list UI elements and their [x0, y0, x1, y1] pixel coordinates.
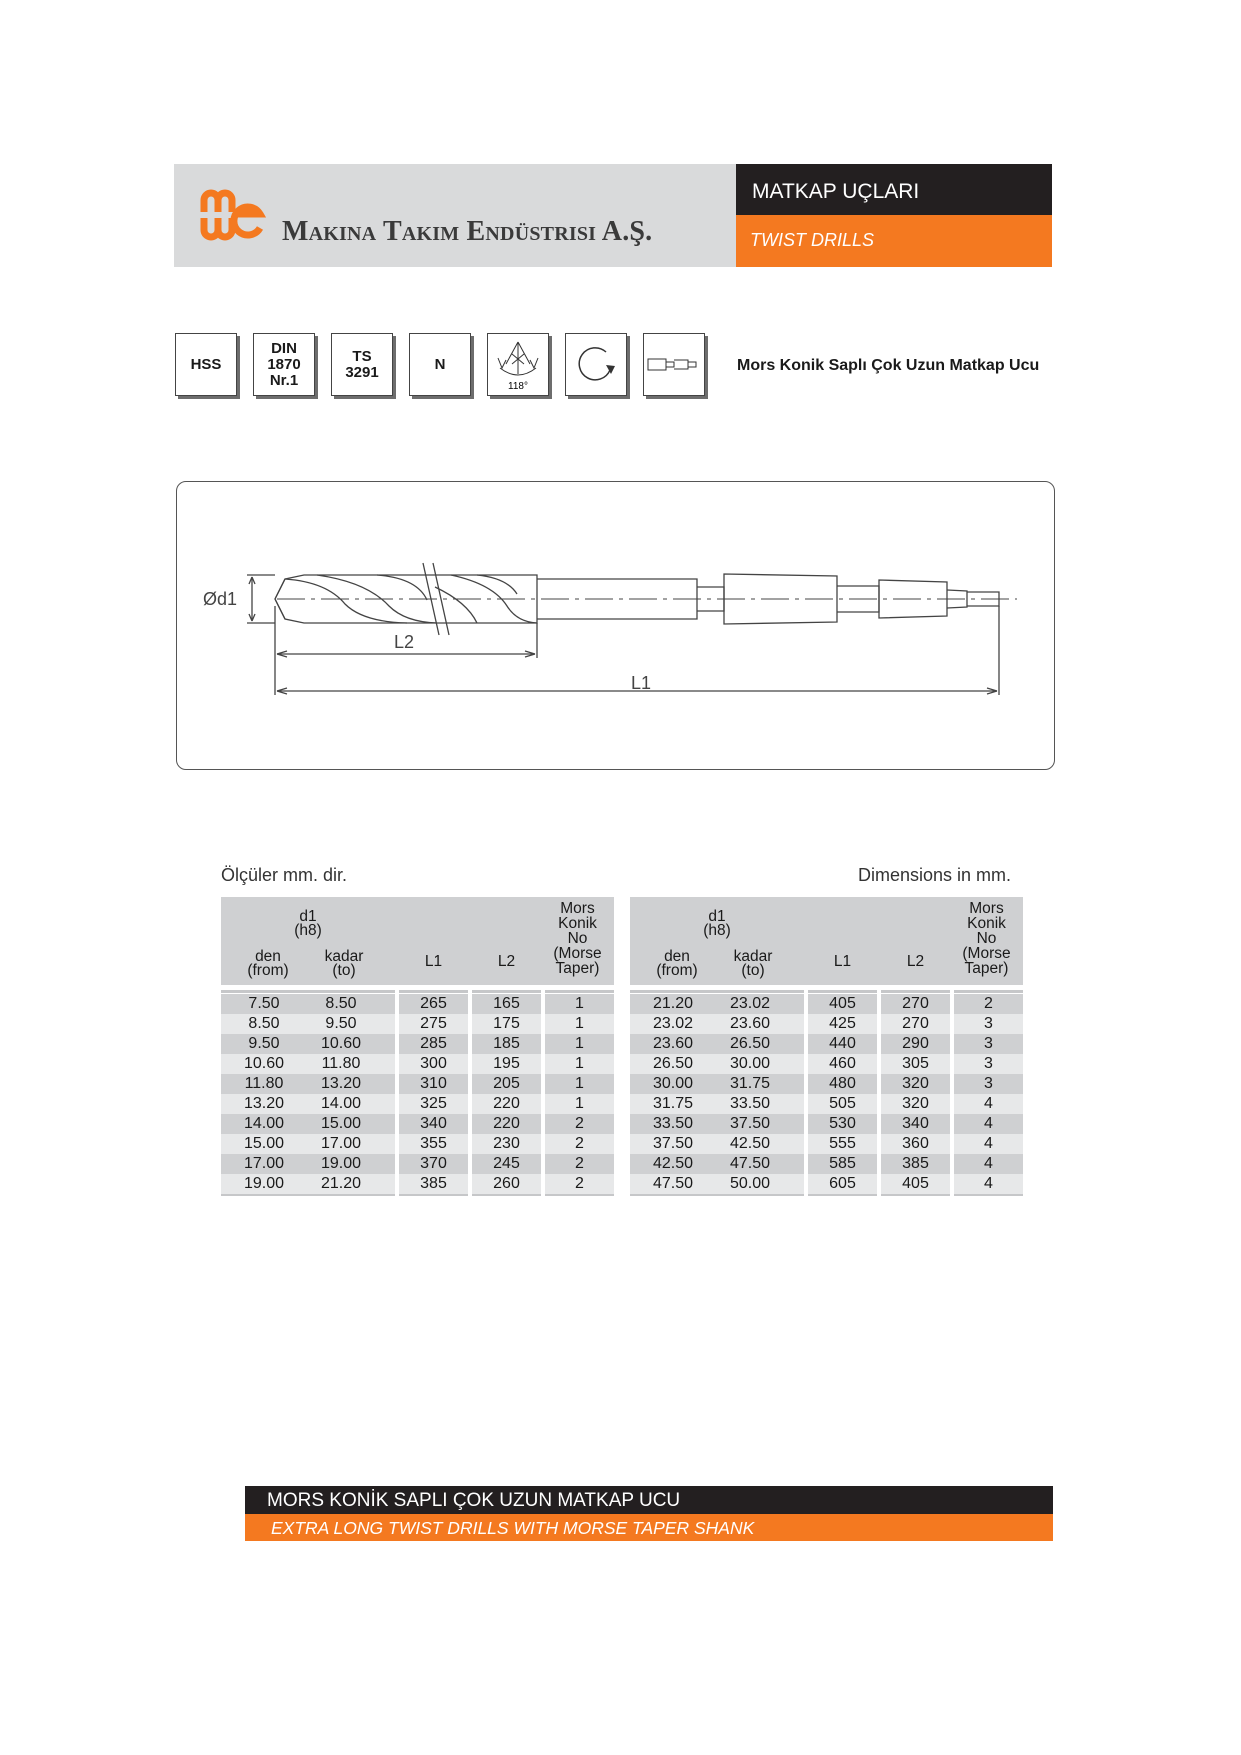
table-cell: 425 — [829, 1015, 856, 1032]
table-cell: 480 — [829, 1075, 856, 1092]
header-d1-label: d1 — [708, 908, 726, 925]
footer-tr-box — [245, 1486, 1053, 1514]
table-cell: 31.75 — [652, 1095, 694, 1112]
table-cell: 220 — [493, 1115, 520, 1132]
spec-ts-line: 3291 — [345, 363, 379, 381]
morse-taper-shank-icon — [644, 334, 704, 395]
spec-rotation — [565, 333, 627, 396]
table-cell: 2 — [575, 1135, 584, 1152]
table-cell: 310 — [420, 1075, 447, 1092]
table-cell: 555 — [829, 1135, 856, 1152]
footer-en-box — [245, 1514, 1053, 1541]
header-mors-line: Taper) — [964, 960, 1009, 977]
point-angle-text: 118° — [508, 381, 528, 392]
caption-en: Dimensions in mm. — [858, 865, 1012, 885]
table-cell: 2 — [575, 1175, 584, 1192]
spec-din-line: DIN — [271, 339, 297, 357]
table-cell: 340 — [902, 1115, 929, 1132]
table-cell: 4 — [984, 1095, 993, 1112]
table-top-rule — [545, 990, 614, 993]
spec-type-n — [409, 333, 471, 396]
table-cell: 460 — [829, 1055, 856, 1072]
company-logo-icon — [196, 178, 270, 252]
table-cell: 47.50 — [729, 1155, 771, 1172]
spec-type-label: N — [434, 355, 446, 373]
header-den-label: den — [664, 948, 690, 965]
table-cell: 15.00 — [320, 1115, 362, 1132]
spec-ts-line: TS — [352, 347, 372, 365]
table-cell: 260 — [493, 1175, 520, 1192]
header-mors-line: (Morse — [553, 945, 602, 962]
company-name: Makina Takım Endüstrisi A.Ş. — [282, 216, 653, 247]
table-cell: 505 — [829, 1095, 856, 1112]
table-cell: 26.50 — [729, 1035, 771, 1052]
table-cell: 3 — [984, 1015, 993, 1032]
table-cell: 605 — [829, 1175, 856, 1192]
table-cell: 19.00 — [320, 1155, 362, 1172]
table-cell: 31.75 — [729, 1075, 771, 1092]
table-cell: 370 — [420, 1155, 447, 1172]
table-cell: 23.60 — [652, 1035, 694, 1052]
table-cell: 30.00 — [729, 1055, 771, 1072]
table-cell: 355 — [420, 1135, 447, 1152]
table-cell: 1 — [575, 1095, 584, 1112]
table-cell: 9.50 — [248, 1035, 280, 1052]
table-cell: 440 — [829, 1035, 856, 1052]
table-bottom-rule — [221, 1194, 395, 1196]
table-cell: 175 — [493, 1015, 520, 1032]
header-h8-label: (h8) — [703, 922, 731, 939]
table-cell: 3 — [984, 1075, 993, 1092]
table-bottom-rule — [881, 1194, 950, 1196]
table-cell: 325 — [420, 1095, 447, 1112]
table-cell: 220 — [493, 1095, 520, 1112]
table-cell: 285 — [420, 1035, 447, 1052]
footer-title-en: EXTRA LONG TWIST DRILLS WITH MORSE TAPER SHANK — [271, 1518, 755, 1538]
table-cell: 10.60 — [243, 1055, 285, 1072]
table-cell: 385 — [902, 1155, 929, 1172]
header-l1-label: L1 — [424, 953, 443, 970]
table-cell: 37.50 — [729, 1115, 771, 1132]
header-from-label: (from) — [656, 962, 698, 979]
table-cell: 7.50 — [248, 995, 280, 1012]
table-cell: 50.00 — [729, 1175, 771, 1192]
table-cell: 17.00 — [320, 1135, 362, 1152]
table-cell: 13.20 — [320, 1075, 362, 1092]
table-cell: 340 — [420, 1115, 447, 1132]
header-d1 — [221, 897, 395, 985]
table-cell: 275 — [420, 1015, 447, 1032]
table-cell: 14.00 — [243, 1115, 285, 1132]
table-cell: 265 — [420, 995, 447, 1012]
table-cell: 300 — [420, 1055, 447, 1072]
table-cell: 21.20 — [652, 995, 694, 1012]
table-cell: 320 — [902, 1095, 929, 1112]
header-mors-line: Mors — [969, 900, 1004, 917]
table-cell: 405 — [829, 995, 856, 1012]
table-cell: 585 — [829, 1155, 856, 1172]
table-cell: 1 — [575, 1015, 584, 1032]
header-mors-line: No — [976, 930, 997, 947]
table-cell: 270 — [902, 1015, 929, 1032]
brand-area — [174, 164, 736, 267]
table-cell: 1 — [575, 995, 584, 1012]
table-cell: 23.02 — [652, 1015, 694, 1032]
header-from-label: (from) — [247, 962, 289, 979]
header-to-label: (to) — [741, 962, 765, 979]
table-top-rule — [808, 990, 877, 993]
table-cell: 33.50 — [652, 1115, 694, 1132]
l1-label: L1 — [631, 673, 652, 693]
section-title-tr: MATKAP UÇLARI — [752, 180, 920, 203]
spec-hss-label: HSS — [190, 355, 222, 373]
header-mors — [541, 897, 614, 985]
table-cell: 11.80 — [244, 1075, 284, 1092]
table-bottom-rule — [545, 1194, 614, 1196]
table-cell: 2 — [575, 1155, 584, 1172]
header-kadar-label: kadar — [324, 948, 364, 965]
spec-hss — [175, 333, 237, 396]
table-cell: 195 — [493, 1055, 520, 1072]
table-cell: 2 — [984, 995, 993, 1012]
header-mors-line: Konik — [558, 915, 597, 932]
table-cell: 10.60 — [320, 1035, 362, 1052]
table-cell: 230 — [493, 1135, 520, 1152]
table-cell: 33.50 — [729, 1095, 771, 1112]
table-cell: 305 — [902, 1055, 929, 1072]
table-cell: 42.50 — [652, 1155, 694, 1172]
table-cell: 23.02 — [729, 995, 771, 1012]
table-cell: 1 — [575, 1055, 584, 1072]
l2-label: L2 — [394, 632, 415, 652]
title-en-box — [736, 215, 1052, 267]
table-top-rule — [472, 990, 541, 993]
table-cell: 1 — [575, 1035, 584, 1052]
table-bottom-rule — [472, 1194, 541, 1196]
spec-point-angle — [487, 333, 549, 396]
table-cell: 4 — [984, 1175, 993, 1192]
table-cell: 1 — [575, 1075, 584, 1092]
table-bottom-rule — [808, 1194, 877, 1196]
header-l-cols — [804, 897, 950, 985]
table-cell: 21.20 — [320, 1175, 362, 1192]
table-cell: 42.50 — [729, 1135, 771, 1152]
table-cell: 4 — [984, 1115, 993, 1132]
table-cell: 17.00 — [243, 1155, 285, 1172]
section-title-en: TWIST DRILLS — [750, 230, 875, 250]
table-cell: 15.00 — [243, 1135, 285, 1152]
page-header — [174, 164, 1052, 267]
spec-din-line: Nr.1 — [269, 371, 299, 389]
table-top-rule — [881, 990, 950, 993]
table-bottom-rule — [954, 1194, 1023, 1196]
table-cell: 8.50 — [325, 995, 357, 1012]
table-cell: 19.00 — [243, 1175, 285, 1192]
spec-ts — [331, 333, 393, 396]
caption-tr: Ölçüler mm. dir. — [221, 865, 348, 885]
table-cell: 8.50 — [248, 1015, 280, 1032]
table-cell: 530 — [829, 1115, 856, 1132]
spec-din-line: 1870 — [267, 355, 301, 373]
table-cell: 245 — [493, 1155, 520, 1172]
table-cell: 37.50 — [652, 1135, 694, 1152]
table-cell: 3 — [984, 1055, 993, 1072]
table-cell: 13.20 — [243, 1095, 285, 1112]
table-bottom-rule — [630, 1194, 804, 1196]
table-cell: 185 — [493, 1035, 520, 1052]
header-mors-line: Mors — [560, 900, 595, 917]
table-cell: 23.60 — [729, 1015, 771, 1032]
table-cell: 4 — [984, 1135, 993, 1152]
table-cell: 205 — [493, 1075, 520, 1092]
header-d1 — [630, 897, 804, 985]
d1-label: Ød1 — [203, 589, 238, 609]
header-mors — [950, 897, 1023, 985]
spec-shank — [643, 333, 705, 396]
table-cell: 360 — [902, 1135, 929, 1152]
table-cell: 30.00 — [652, 1075, 694, 1092]
header-l2-label: L2 — [906, 953, 925, 970]
table-top-rule — [221, 990, 395, 993]
header-mors-line: (Morse — [962, 945, 1011, 962]
header-to-label: (to) — [332, 962, 356, 979]
table-cell: 14.00 — [320, 1095, 362, 1112]
header-mors-line: Taper) — [555, 960, 600, 977]
header-den-label: den — [255, 948, 281, 965]
spec-din — [253, 333, 315, 396]
technical-drawing — [176, 481, 1055, 770]
table-top-rule — [630, 990, 804, 993]
table-cell: 405 — [902, 1175, 929, 1192]
point-angle-icon — [488, 334, 548, 395]
header-mors-line: Konik — [967, 915, 1006, 932]
footer-title-tr: MORS KONİK SAPLI ÇOK UZUN MATKAP UCU — [267, 1490, 681, 1511]
header-h8-label: (h8) — [294, 922, 322, 939]
product-name: Mors Konik Saplı Çok Uzun Matkap Ucu — [737, 357, 1040, 374]
header-l1-label: L1 — [833, 953, 852, 970]
table-cell: 4 — [984, 1155, 993, 1172]
drill-drawing-svg — [177, 482, 1054, 769]
table-bottom-rule — [399, 1194, 468, 1196]
header-d1-label: d1 — [299, 908, 317, 925]
table-cell: 290 — [902, 1035, 929, 1052]
table-cell: 3 — [984, 1035, 993, 1052]
table-cell: 26.50 — [652, 1055, 694, 1072]
header-l2-label: L2 — [497, 953, 516, 970]
table-top-rule — [399, 990, 468, 993]
header-kadar-label: kadar — [733, 948, 773, 965]
table-top-rule — [954, 990, 1023, 993]
table-cell: 165 — [493, 995, 520, 1012]
header-l-cols — [395, 897, 541, 985]
title-tr-box — [736, 164, 1052, 215]
header-mors-line: No — [567, 930, 588, 947]
table-cell: 2 — [575, 1115, 584, 1132]
table-cell: 9.50 — [325, 1015, 357, 1032]
table-cell: 11.80 — [321, 1055, 361, 1072]
right-hand-rotation-icon — [566, 334, 626, 395]
table-cell: 270 — [902, 995, 929, 1012]
table-cell: 385 — [420, 1175, 447, 1192]
table-cell: 47.50 — [652, 1175, 694, 1192]
table-cell: 320 — [902, 1075, 929, 1092]
